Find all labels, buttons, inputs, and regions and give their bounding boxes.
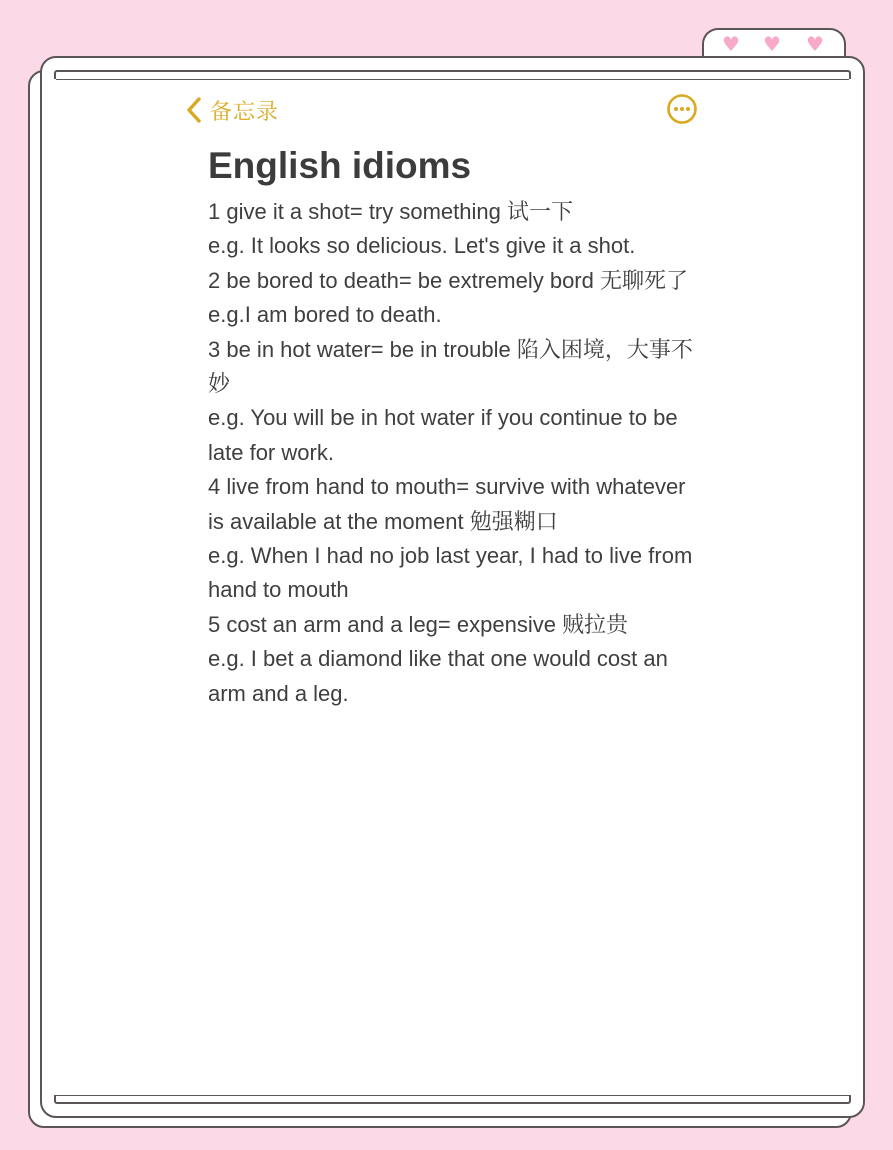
bottom-rule [54, 1095, 851, 1104]
note-line: e.g.I am bored to death. [208, 302, 442, 328]
note-line: 1 give it a shot= try something 试一下 [208, 199, 573, 224]
note-line: e.g. I bet a diamond like that one would cost an arm and a leg. [208, 646, 668, 706]
note-page [40, 56, 865, 1118]
ellipsis-circle-icon[interactable] [666, 93, 698, 125]
note-line: e.g. You will be in hot water if you continue to be late for work. [208, 405, 678, 465]
note-line: 2 be bored to death= be extremely bord 无聊死了 [208, 267, 688, 293]
top-rule [54, 70, 851, 79]
heart-icon: ♥ [806, 32, 824, 56]
note-line: e.g. It looks so delicious. Let's give it a shot. [208, 233, 636, 259]
heart-icon: ♥ [763, 32, 781, 56]
note-line: 4 live from hand to mouth= survive with whatever is available at the moment 勉强糊口 [208, 474, 686, 534]
note-title: English idioms [208, 145, 472, 186]
note-body[interactable] [208, 195, 698, 711]
back-button[interactable] [184, 94, 279, 126]
chevron-left-icon [184, 96, 204, 124]
note-line: 3 be in hot water= be in trouble 陷入困境，大事不妙 [208, 336, 693, 397]
heart-icon: ♥ [722, 32, 740, 56]
note-line: 5 cost an arm and a leg= expensive 贼拉贵 [208, 611, 629, 637]
note-line: e.g. When I had no job last year, I had to live from hand to mouth [208, 543, 693, 603]
back-label: 备忘录 [210, 99, 280, 125]
